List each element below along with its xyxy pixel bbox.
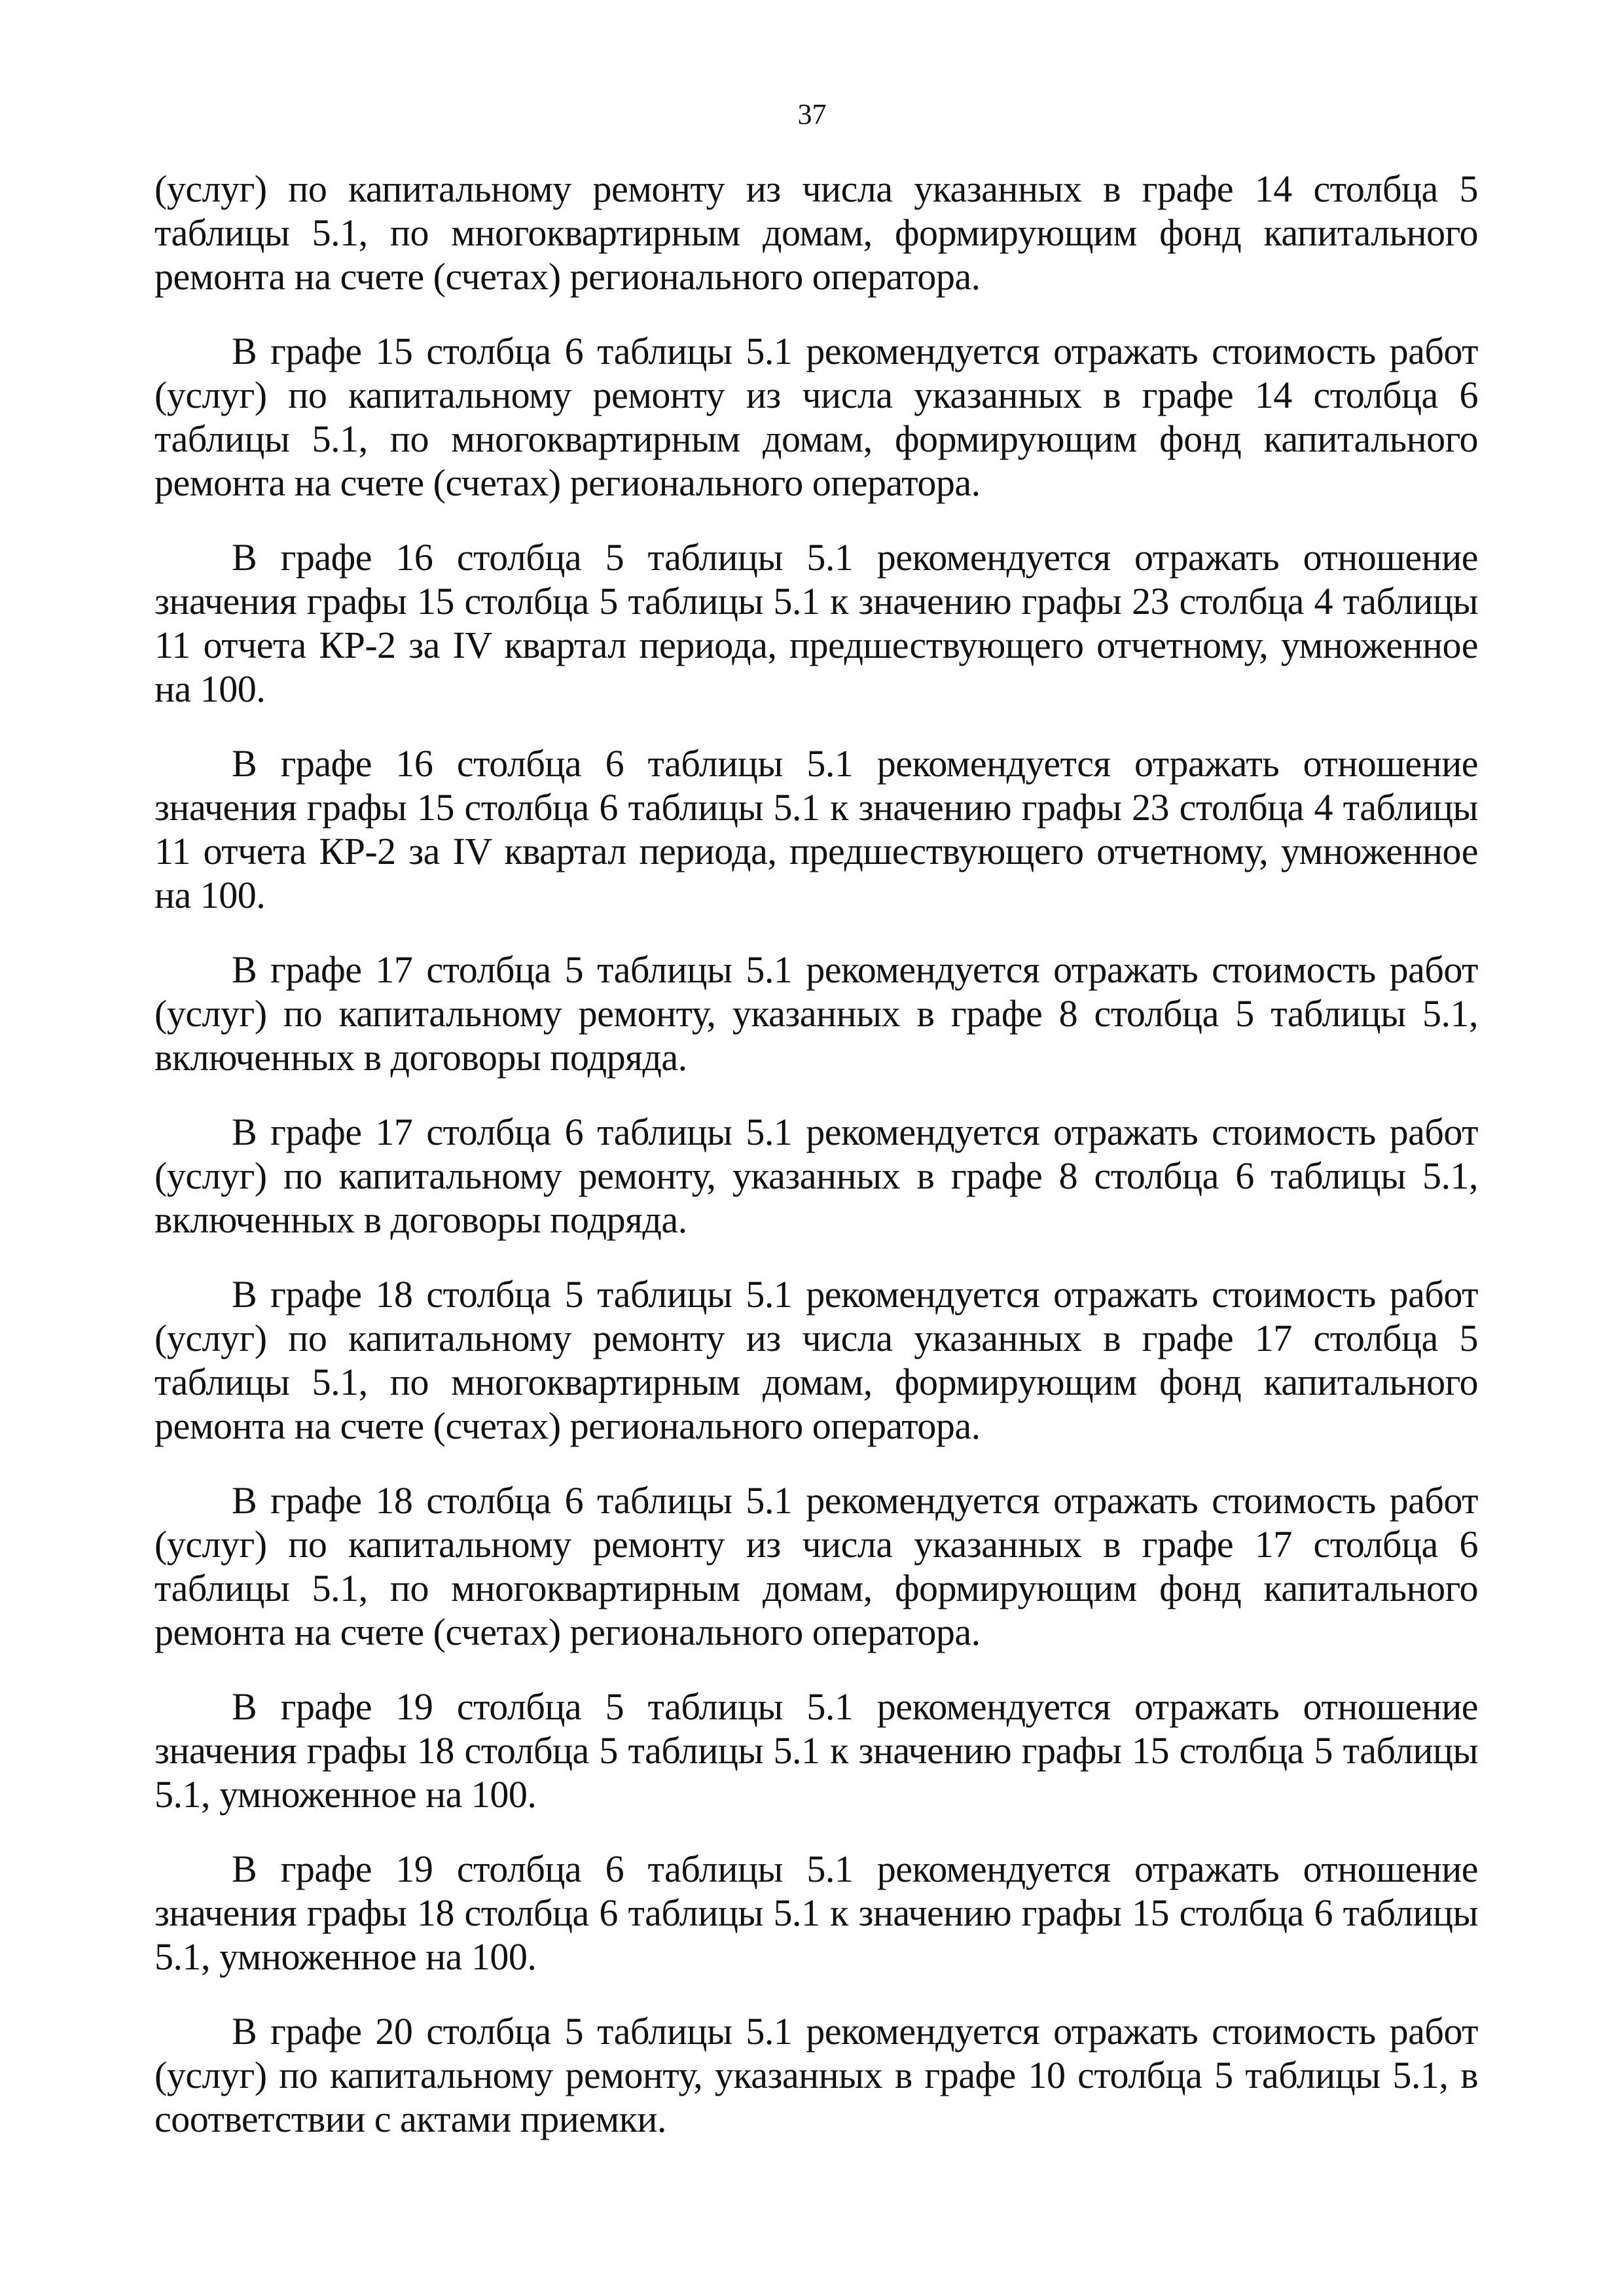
paragraph: В графе 17 столбца 5 таблицы 5.1 рекомендуется отражать стоимость работ (услуг) по капитальному ремонту, указанных в графе 8 столбца 5 таблицы 5.1, включенных в договоры подряда.	[154, 948, 1478, 1079]
paragraph: В графе 16 столбца 6 таблицы 5.1 рекомендуется отражать отношение значения графы 15 столбца 6 таблицы 5.1 к значению графы 23 столбца 4 таблицы 11 отчета КР-2 за IV квартал периода, предшествующего отчетному, умноженное на 100.	[154, 742, 1478, 916]
paragraph: В графе 16 столбца 5 таблицы 5.1 рекомендуется отражать отношение значения графы 15 столбца 5 таблицы 5.1 к значению графы 23 столбца 4 таблицы 11 отчета КР-2 за IV квартал периода, предшествующего отчетному, умноженное на 100.	[154, 536, 1478, 710]
paragraph: (услуг) по капитальному ремонту из числа указанных в графе 14 столбца 5 таблицы 5.1, по многоквартирным домам, формирующим фонд капитального ремонта на счете (счетах) регионального оператора.	[154, 168, 1478, 298]
paragraph: В графе 19 столбца 5 таблицы 5.1 рекомендуется отражать отношение значения графы 18 столбца 5 таблицы 5.1 к значению графы 15 столбца 5 таблицы 5.1, умноженное на 100.	[154, 1685, 1478, 1816]
paragraph: В графе 17 столбца 6 таблицы 5.1 рекомендуется отражать стоимость работ (услуг) по капитальному ремонту, указанных в графе 8 столбца 6 таблицы 5.1, включенных в договоры подряда.	[154, 1111, 1478, 1241]
paragraph: В графе 20 столбца 5 таблицы 5.1 рекомендуется отражать стоимость работ (услуг) по капитальному ремонту, указанных в графе 10 столбца 5 таблицы 5.1, в соответствии с актами приемки.	[154, 2010, 1478, 2140]
page-number: 37	[797, 98, 827, 130]
paragraph: В графе 19 столбца 6 таблицы 5.1 рекомендуется отражать отношение значения графы 18 столбца 6 таблицы 5.1 к значению графы 15 столбца 6 таблицы 5.1, умноженное на 100.	[154, 1848, 1478, 1978]
paragraph: В графе 18 столбца 6 таблицы 5.1 рекомендуется отражать стоимость работ (услуг) по капитальному ремонту из числа указанных в графе 17 столбца 6 таблицы 5.1, по многоквартирным домам, формирующим фонд капитального ремонта на счете (счетах) регионального оператора.	[154, 1479, 1478, 1653]
paragraph: В графе 15 столбца 6 таблицы 5.1 рекомендуется отражать стоимость работ (услуг) по капитальному ремонту из числа указанных в графе 14 столбца 6 таблицы 5.1, по многоквартирным домам, формирующим фонд капитального ремонта на счете (счетах) регионального оператора.	[154, 330, 1478, 504]
paragraph: В графе 18 столбца 5 таблицы 5.1 рекомендуется отражать стоимость работ (услуг) по капитальному ремонту из числа указанных в графе 17 столбца 5 таблицы 5.1, по многоквартирным домам, формирующим фонд капитального ремонта на счете (счетах) регионального оператора.	[154, 1273, 1478, 1447]
body-text	[154, 167, 1478, 2172]
